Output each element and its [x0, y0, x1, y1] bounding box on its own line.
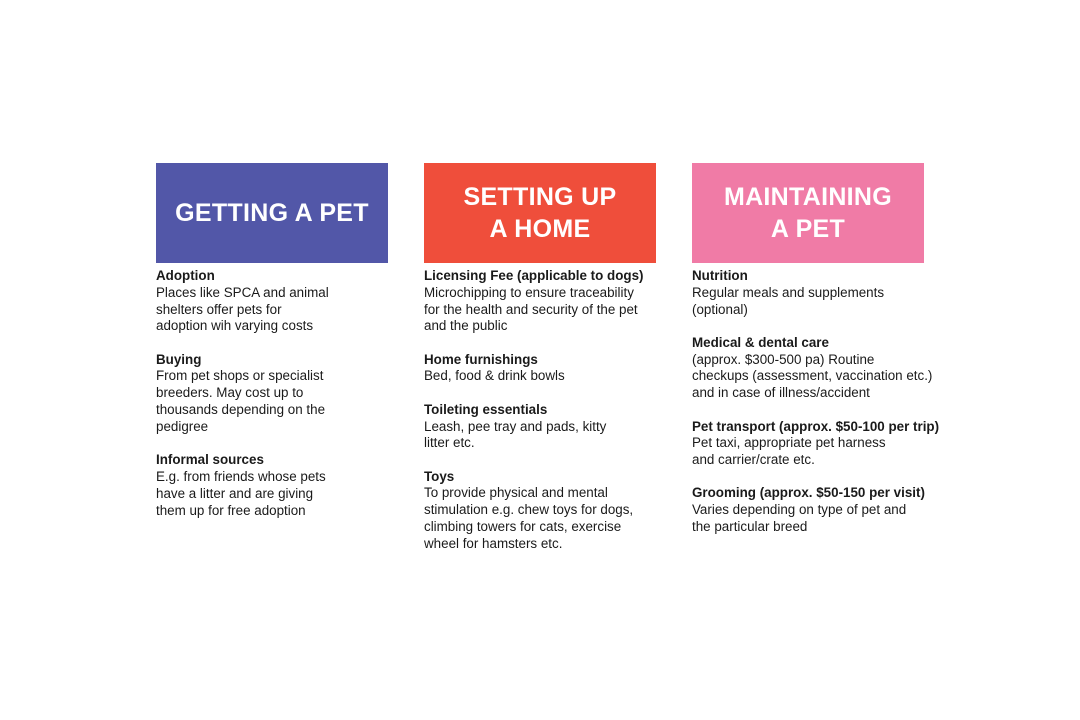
item-list: [156, 268, 388, 519]
header-maintaining-a-pet: [692, 163, 924, 263]
list-item: [692, 268, 954, 318]
item-line: stimulation e.g. chew toys for dogs,: [424, 502, 634, 518]
item-line: (approx. $300-500 pa) Routine: [692, 351, 875, 367]
item-line: litter etc.: [424, 435, 475, 451]
item-line: pedigree: [156, 418, 209, 434]
item-title: Toys: [424, 468, 455, 484]
item-title: Buying: [156, 351, 202, 367]
header-line: A HOME: [489, 215, 591, 243]
item-line: climbing towers for cats, exercise: [424, 519, 622, 535]
item-line: adoption wih varying costs: [156, 318, 314, 334]
item-list: [424, 268, 656, 553]
item-line: Regular meals and supplements: [692, 284, 885, 300]
item-line: and carrier/crate etc.: [692, 452, 815, 468]
item-title: Home furnishings: [424, 351, 538, 367]
item-line: have a litter and are giving: [156, 485, 314, 501]
item-list: [692, 268, 954, 536]
item-title: Adoption: [156, 268, 215, 283]
header-getting-a-pet: [156, 163, 388, 263]
list-item: [156, 452, 388, 519]
item-line: To provide physical and mental: [424, 485, 608, 501]
item-line: checkups (assessment, vaccination etc.): [692, 368, 933, 384]
list-item: [156, 352, 388, 436]
item-line: them up for free adoption: [156, 502, 306, 518]
column-setting-up-a-home: [424, 163, 656, 569]
list-item: [424, 352, 656, 386]
item-line: and the public: [424, 318, 508, 334]
item-line: Pet taxi, appropriate pet harness: [692, 435, 886, 451]
item-line: Leash, pee tray and pads, kitty: [424, 418, 607, 434]
column-getting-a-pet: [156, 163, 388, 536]
item-line: for the health and security of the pet: [424, 301, 638, 317]
header-line: A PET: [770, 215, 846, 243]
header-line: MAINTAINING: [723, 183, 893, 211]
item-title: Medical & dental care: [692, 334, 829, 350]
list-item: [156, 268, 388, 335]
header-line: GETTING A PET: [175, 199, 369, 227]
item-line: Places like SPCA and animal: [156, 284, 329, 300]
item-title: Grooming (approx. $50-150 per visit): [692, 485, 925, 501]
item-title: Toileting essentials: [424, 401, 548, 417]
list-item: [424, 469, 656, 553]
list-item: [424, 268, 656, 335]
item-title: Informal sources: [156, 452, 264, 468]
item-line: thousands depending on the: [156, 402, 326, 418]
item-title: Nutrition: [692, 268, 748, 283]
list-item: [692, 419, 954, 469]
list-item: [692, 485, 954, 535]
item-title: Licensing Fee (applicable to dogs): [424, 268, 644, 283]
column-maintaining-a-pet: [692, 163, 954, 552]
item-line: From pet shops or specialist: [156, 368, 324, 384]
item-line: and in case of illness/accident: [692, 385, 870, 401]
header-setting-up-a-home: [424, 163, 656, 263]
item-line: E.g. from friends whose pets: [156, 468, 326, 484]
item-line: the particular breed: [692, 519, 808, 535]
header-line: SETTING UP: [463, 183, 617, 211]
list-item: [692, 335, 954, 402]
item-line: Microchipping to ensure traceability: [424, 284, 634, 300]
item-line: shelters offer pets for: [156, 301, 282, 317]
item-line: breeders. May cost up to: [156, 385, 304, 401]
list-item: [424, 402, 656, 452]
item-line: wheel for hamsters etc.: [424, 535, 563, 551]
item-line: Bed, food & drink bowls: [424, 368, 565, 384]
item-line: Varies depending on type of pet and: [692, 502, 907, 518]
item-title: Pet transport (approx. $50-100 per trip): [692, 418, 940, 434]
item-line: (optional): [692, 301, 748, 317]
